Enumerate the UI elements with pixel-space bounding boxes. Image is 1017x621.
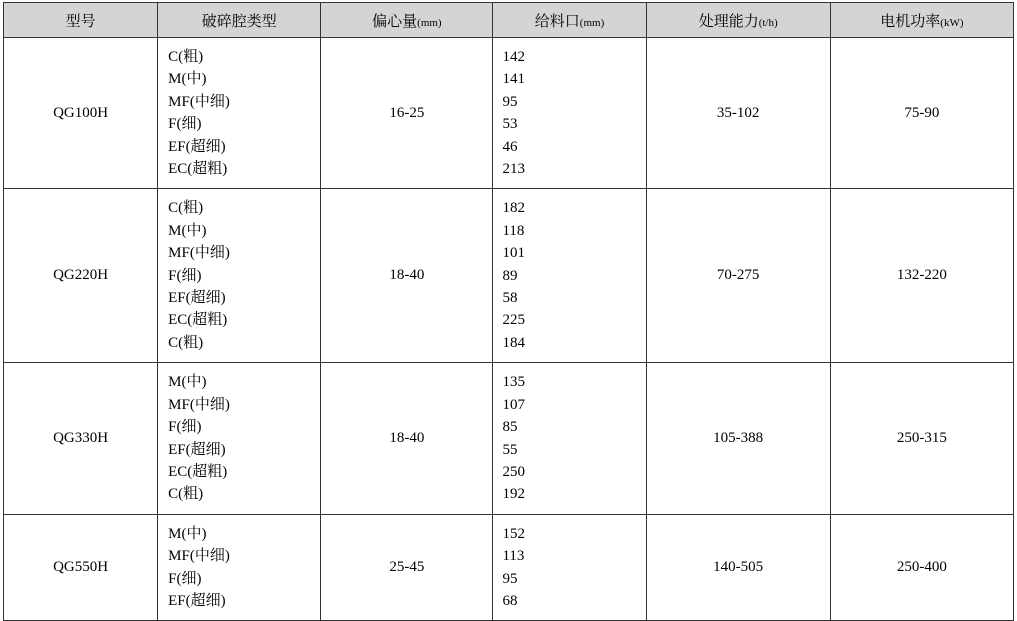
feed-line: 95 <box>502 93 518 110</box>
cell-feed-opening <box>493 514 646 621</box>
feed-line: 46 <box>502 138 518 155</box>
feed-line: 250 <box>502 463 525 480</box>
feed-line: 58 <box>502 290 518 307</box>
chamber-line: EF(超细) <box>168 138 226 155</box>
chamber-line: MF(中细) <box>168 93 230 110</box>
table-row <box>4 189 1014 363</box>
cell-motor-power: 132-220 <box>830 189 1013 363</box>
column-header-capacity-label: 处理能力 <box>698 13 759 30</box>
chamber-line: EC(超粗) <box>168 312 228 329</box>
cell-model: QG220H <box>4 189 158 363</box>
cell-chamber-type <box>158 363 321 514</box>
chamber-line: MF(中细) <box>168 396 230 413</box>
column-header-chamber-type <box>158 3 321 38</box>
column-header-model-label: 型号 <box>65 13 96 30</box>
column-header-chamber-type-label: 破碎腔类型 <box>201 13 277 30</box>
column-header-motor-power-unit: (kW) <box>940 16 964 29</box>
chamber-line: C(粗) <box>168 486 204 503</box>
feed-line: 135 <box>502 374 525 391</box>
column-header-motor-power-label: 电机功率 <box>880 13 941 30</box>
chamber-line: EF(超细) <box>168 290 226 307</box>
feed-line: 55 <box>502 441 518 458</box>
cell-capacity: 105-388 <box>646 363 830 514</box>
feed-line: 152 <box>502 525 525 542</box>
cell-model: QG100H <box>4 38 158 189</box>
cell-motor-power: 250-315 <box>830 363 1013 514</box>
chamber-line: EC(超粗) <box>168 463 228 480</box>
chamber-line: EF(超细) <box>168 441 226 458</box>
chamber-line: C(粗) <box>168 49 204 65</box>
feed-line: 213 <box>502 161 525 178</box>
cell-feed-opening <box>493 38 646 189</box>
chamber-line: M(中) <box>168 525 207 542</box>
column-header-feed-opening <box>493 3 646 38</box>
chamber-line: F(细) <box>168 267 202 284</box>
cell-chamber-type <box>158 189 321 363</box>
cell-eccentricity: 18-40 <box>321 363 493 514</box>
feed-line: 141 <box>502 71 525 88</box>
cell-chamber-type <box>158 38 321 189</box>
chamber-line: F(细) <box>168 116 202 133</box>
cell-eccentricity: 18-40 <box>321 189 493 363</box>
feed-line: 85 <box>502 419 518 436</box>
cell-eccentricity: 16-25 <box>321 38 493 189</box>
feed-line: 95 <box>502 570 518 587</box>
column-header-eccentricity <box>321 3 493 38</box>
column-header-motor-power <box>830 3 1013 38</box>
cell-feed-opening <box>493 363 646 514</box>
table-row <box>4 363 1014 514</box>
chamber-line: C(粗) <box>168 334 204 351</box>
cell-model: QG550H <box>4 514 158 621</box>
column-header-capacity-unit: (t/h) <box>758 16 778 29</box>
table-body <box>4 38 1014 621</box>
table-row <box>4 514 1014 621</box>
cell-motor-power: 250-400 <box>830 514 1013 621</box>
feed-line: 53 <box>502 116 518 133</box>
column-header-eccentricity-unit: (mm) <box>417 16 442 29</box>
chamber-line: M(中) <box>168 374 207 391</box>
table-header-row <box>4 3 1014 38</box>
column-header-eccentricity-label: 偏心量 <box>372 13 418 30</box>
column-header-capacity <box>646 3 830 38</box>
cell-motor-power: 75-90 <box>830 38 1013 189</box>
chamber-line: MF(中细) <box>168 245 230 262</box>
chamber-line: C(粗) <box>168 200 204 217</box>
cell-capacity: 35-102 <box>646 38 830 189</box>
chamber-line: F(细) <box>168 570 202 587</box>
chamber-line: M(中) <box>168 222 207 239</box>
feed-line: 184 <box>502 334 525 351</box>
cell-model: QG330H <box>4 363 158 514</box>
feed-line: 89 <box>502 267 518 284</box>
column-header-model <box>4 3 158 38</box>
feed-line: 142 <box>502 49 525 65</box>
column-header-feed-opening-unit: (mm) <box>579 16 605 29</box>
cell-chamber-type <box>158 514 321 621</box>
feed-line: 101 <box>502 245 525 262</box>
chamber-line: F(细) <box>168 419 202 436</box>
chamber-line: EC(超粗) <box>168 161 228 178</box>
feed-line: 182 <box>502 200 525 217</box>
feed-line: 192 <box>502 486 525 503</box>
table-header <box>4 3 1014 38</box>
feed-line: 113 <box>502 548 525 565</box>
chamber-line: MF(中细) <box>168 548 230 565</box>
cell-capacity: 140-505 <box>646 514 830 621</box>
feed-line: 68 <box>502 592 518 609</box>
cell-feed-opening <box>493 189 646 363</box>
cell-capacity: 70-275 <box>646 189 830 363</box>
column-header-feed-opening-label: 给料口 <box>534 13 580 30</box>
cell-eccentricity: 25-45 <box>321 514 493 621</box>
feed-line: 118 <box>502 222 525 239</box>
chamber-line: M(中) <box>168 71 207 88</box>
table-row <box>4 38 1014 189</box>
specification-table <box>3 2 1014 621</box>
chamber-line: EF(超细) <box>168 592 226 609</box>
feed-line: 225 <box>502 312 525 329</box>
feed-line: 107 <box>502 396 525 413</box>
